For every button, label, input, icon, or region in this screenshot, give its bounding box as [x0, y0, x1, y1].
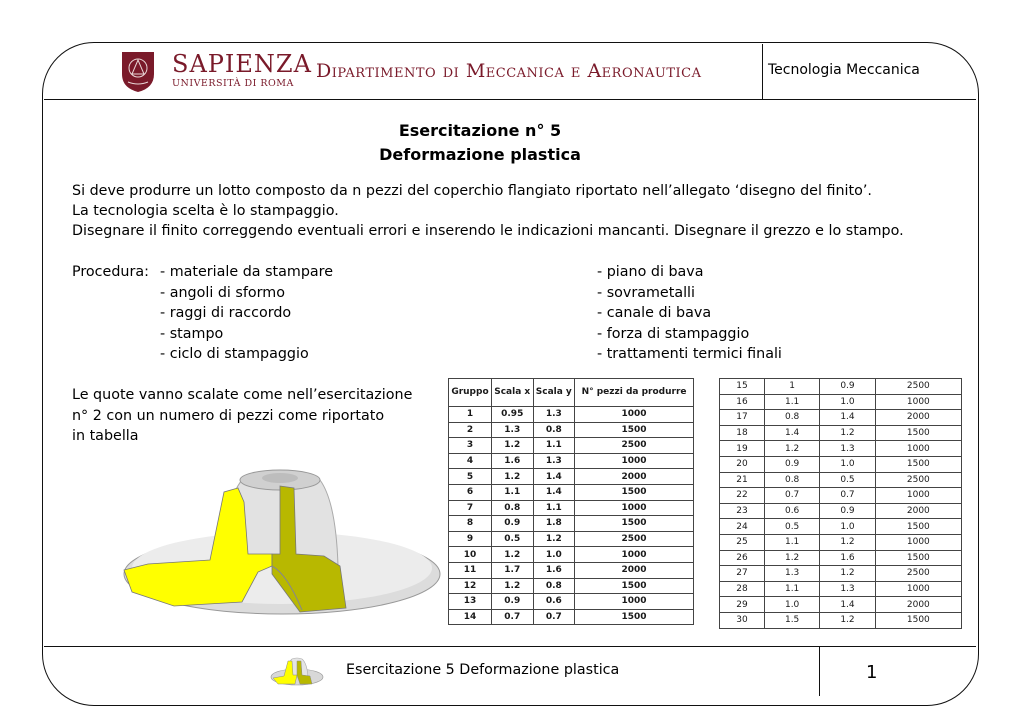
table-cell: 0.9 — [491, 516, 533, 532]
table-cell: 1500 — [875, 519, 961, 535]
table-row — [720, 534, 962, 550]
table-cell: 1500 — [575, 422, 694, 438]
table-row — [449, 484, 694, 500]
table-cell: 0.7 — [820, 488, 875, 504]
header-divider — [44, 99, 976, 100]
column-header: N° pezzi da produrre — [575, 379, 694, 407]
procedure-list-right — [597, 262, 782, 365]
table-cell: 1000 — [875, 534, 961, 550]
group-table-1 — [448, 378, 694, 625]
table-cell: 1.1 — [533, 438, 575, 454]
table-cell: 0.8 — [491, 500, 533, 516]
procedure-item: - stampo — [160, 325, 224, 342]
table-cell: 1500 — [875, 456, 961, 472]
table-cell: 0.9 — [820, 503, 875, 519]
table-cell: 2000 — [875, 597, 961, 613]
table-cell: 2000 — [875, 410, 961, 426]
header-course-divider — [762, 44, 763, 99]
table-cell: 0.9 — [491, 594, 533, 610]
table-cell: 1.2 — [764, 441, 819, 457]
university-name: SAPIENZA — [172, 50, 312, 78]
table-row — [720, 425, 962, 441]
table-row — [720, 456, 962, 472]
table-cell: 4 — [449, 453, 492, 469]
table-cell: 2500 — [875, 566, 961, 582]
footer-title: Esercitazione 5 Deformazione plastica — [346, 662, 620, 678]
table-cell: 20 — [720, 456, 765, 472]
table-cell: 1.2 — [820, 534, 875, 550]
table-cell: 0.6 — [764, 503, 819, 519]
procedure-item: - trattamenti termici finali — [597, 346, 782, 362]
table-cell: 2000 — [875, 503, 961, 519]
flanged-cover-section-illustration — [112, 462, 442, 632]
table-cell: 8 — [449, 516, 492, 532]
table-cell: 1.0 — [820, 456, 875, 472]
table-row — [720, 581, 962, 597]
flanged-cover-thumbnail — [270, 655, 324, 687]
table-cell: 6 — [449, 484, 492, 500]
table-cell: 1.1 — [764, 394, 819, 410]
table-cell: 1.2 — [491, 438, 533, 454]
table-row — [720, 597, 962, 613]
table-cell: 1.3 — [533, 453, 575, 469]
table-cell: 2500 — [875, 379, 961, 395]
procedure-item: - canale di bava — [597, 305, 712, 321]
table-cell: 1.8 — [533, 516, 575, 532]
table-cell: 30 — [720, 612, 765, 628]
table-cell: 1500 — [875, 612, 961, 628]
table-cell: 1.4 — [820, 410, 875, 426]
table-row — [449, 453, 694, 469]
intro-line-3: Disegnare il finito correggendo eventuali errori e inserendo le indicazioni mancanti. Disegnare il grezzo e lo stampo. — [72, 223, 904, 239]
table-row — [449, 547, 694, 563]
table-row — [720, 503, 962, 519]
table-cell: 27 — [720, 566, 765, 582]
table-row — [449, 516, 694, 532]
table-cell: 2000 — [575, 562, 694, 578]
table-cell: 24 — [720, 519, 765, 535]
table-cell: 1500 — [575, 516, 694, 532]
table-row — [449, 500, 694, 516]
table-cell: 1.3 — [820, 441, 875, 457]
footer-page-divider — [819, 646, 820, 696]
table-row — [449, 531, 694, 547]
table-cell: 1.6 — [820, 550, 875, 566]
table-cell: 1 — [449, 407, 492, 423]
intro-line-1: Si deve produrre un lotto composto da n pezzi del coperchio flangiato riportato nell’allegato ‘disegno del finito’. — [72, 183, 872, 199]
table-cell: 7 — [449, 500, 492, 516]
table-cell: 18 — [720, 425, 765, 441]
table-row — [720, 472, 962, 488]
table-cell: 1.4 — [764, 425, 819, 441]
table-cell: 1.3 — [764, 566, 819, 582]
course-name: Tecnologia Meccanica — [768, 62, 920, 78]
scaling-note-line: in tabella — [72, 428, 139, 444]
table-cell: 0.9 — [820, 379, 875, 395]
table-row — [449, 609, 694, 625]
table-cell: 0.7 — [533, 609, 575, 625]
table-cell: 1.2 — [820, 566, 875, 582]
table-cell: 1.1 — [764, 534, 819, 550]
table-row — [720, 519, 962, 535]
university-subtitle: UNIVERSITÀ DI ROMA — [172, 78, 294, 89]
group-table-2 — [719, 378, 962, 629]
column-header: Gruppo — [449, 379, 492, 407]
table-cell: 0.95 — [491, 407, 533, 423]
table-cell: 0.7 — [491, 609, 533, 625]
procedure-item: - forza di stampaggio — [597, 325, 750, 342]
table-cell: 19 — [720, 441, 765, 457]
table-cell: 1.6 — [491, 453, 533, 469]
procedure-label: Procedura: — [72, 264, 149, 280]
table-cell: 1000 — [575, 547, 694, 563]
table-cell: 1.0 — [820, 519, 875, 535]
table-cell: 2000 — [575, 469, 694, 485]
table-cell: 1.3 — [820, 581, 875, 597]
table-cell: 1500 — [575, 578, 694, 594]
table-cell: 0.9 — [764, 456, 819, 472]
table-cell: 1.5 — [764, 612, 819, 628]
procedure-item: - piano di bava — [597, 264, 704, 280]
table-cell: 1.2 — [533, 531, 575, 547]
university-seal-icon — [118, 50, 158, 94]
table-cell: 1500 — [875, 425, 961, 441]
table-cell: 9 — [449, 531, 492, 547]
table-cell: 1.0 — [533, 547, 575, 563]
table-cell: 29 — [720, 597, 765, 613]
procedure-list-left — [160, 262, 333, 365]
table-cell: 12 — [449, 578, 492, 594]
table-cell: 1.6 — [533, 562, 575, 578]
table-cell: 2 — [449, 422, 492, 438]
table-row — [720, 550, 962, 566]
table-cell: 1500 — [875, 550, 961, 566]
table-row — [449, 438, 694, 454]
table-row — [720, 612, 962, 628]
table-row — [449, 578, 694, 594]
table-cell: 23 — [720, 503, 765, 519]
table-cell: 10 — [449, 547, 492, 563]
table-cell: 11 — [449, 562, 492, 578]
table-cell: 0.5 — [820, 472, 875, 488]
page-number: 1 — [866, 662, 878, 683]
table-cell: 1000 — [575, 407, 694, 423]
table-cell: 1.4 — [820, 597, 875, 613]
table-cell: 1500 — [575, 484, 694, 500]
procedure-item: - sovrametalli — [597, 284, 696, 301]
table-cell: 1000 — [875, 441, 961, 457]
table-cell: 1.2 — [764, 550, 819, 566]
table-cell: 1.3 — [533, 407, 575, 423]
table-cell: 1000 — [875, 394, 961, 410]
table-cell: 1.4 — [533, 484, 575, 500]
table-cell: 0.8 — [764, 472, 819, 488]
procedure-item: - angoli di sformo — [160, 284, 285, 301]
table-cell: 0.5 — [764, 519, 819, 535]
exercise-title: Esercitazione n° 5 — [398, 121, 562, 140]
table-row — [720, 566, 962, 582]
intro-line-2: La tecnologia scelta è lo stampaggio. — [72, 203, 339, 219]
table-cell: 1.1 — [533, 500, 575, 516]
table-cell: 22 — [720, 488, 765, 504]
table-cell: 1000 — [575, 453, 694, 469]
table-cell: 1.2 — [491, 578, 533, 594]
table-cell: 1.1 — [764, 581, 819, 597]
table-cell: 2500 — [575, 438, 694, 454]
procedure-item: - materiale da stampare — [160, 264, 334, 280]
table-cell: 1000 — [575, 500, 694, 516]
table-cell: 14 — [449, 609, 492, 625]
table-row — [449, 594, 694, 610]
table-header-row — [449, 379, 694, 407]
column-header: Scala y — [533, 379, 575, 407]
table-row — [449, 562, 694, 578]
table-row — [720, 488, 962, 504]
table-cell: 1.2 — [491, 469, 533, 485]
table-cell: 1.0 — [764, 597, 819, 613]
table-cell: 16 — [720, 394, 765, 410]
table-row — [449, 469, 694, 485]
table-cell: 1.3 — [491, 422, 533, 438]
table-cell: 1.7 — [491, 562, 533, 578]
table-row — [449, 422, 694, 438]
table-cell: 0.8 — [764, 410, 819, 426]
table-cell: 2500 — [875, 472, 961, 488]
table-cell: 25 — [720, 534, 765, 550]
scaling-note-line: n° 2 con un numero di pezzi come riportato — [72, 407, 385, 424]
table-cell: 1000 — [875, 581, 961, 597]
table-body — [720, 379, 962, 629]
table-body — [449, 407, 694, 625]
table-cell: 1.0 — [820, 394, 875, 410]
scaling-note — [72, 385, 412, 447]
table-cell: 28 — [720, 581, 765, 597]
table-cell: 1.1 — [491, 484, 533, 500]
table-cell: 1 — [764, 379, 819, 395]
table-cell: 0.5 — [491, 531, 533, 547]
table-row — [720, 379, 962, 395]
department-name: Dipartimento di Meccanica e Aeronautica — [316, 60, 702, 82]
table-cell: 17 — [720, 410, 765, 426]
table-row — [449, 407, 694, 423]
table-cell: 1.4 — [533, 469, 575, 485]
table-cell: 5 — [449, 469, 492, 485]
table-cell: 0.8 — [533, 422, 575, 438]
footer-divider — [44, 646, 976, 647]
table-cell: 1000 — [875, 488, 961, 504]
table-cell: 3 — [449, 438, 492, 454]
table-cell: 1.2 — [820, 425, 875, 441]
table-cell: 0.6 — [533, 594, 575, 610]
table-cell: 0.7 — [764, 488, 819, 504]
column-header: Scala x — [491, 379, 533, 407]
procedure-item: - ciclo di stampaggio — [160, 346, 309, 362]
table-cell: 2500 — [575, 531, 694, 547]
table-row — [720, 394, 962, 410]
table-cell: 1.2 — [820, 612, 875, 628]
table-row — [720, 410, 962, 426]
table-cell: 13 — [449, 594, 492, 610]
table-cell: 1500 — [575, 609, 694, 625]
table-cell: 1000 — [575, 594, 694, 610]
exercise-subtitle: Deformazione plastica — [379, 145, 581, 164]
procedure-item: - raggi di raccordo — [160, 305, 292, 321]
table-cell: 26 — [720, 550, 765, 566]
table-cell: 21 — [720, 472, 765, 488]
table-cell: 15 — [720, 379, 765, 395]
table-cell: 0.8 — [533, 578, 575, 594]
scaling-note-line: Le quote vanno scalate come nell’esercitazione — [72, 387, 413, 403]
table-row — [720, 441, 962, 457]
table-cell: 1.2 — [491, 547, 533, 563]
